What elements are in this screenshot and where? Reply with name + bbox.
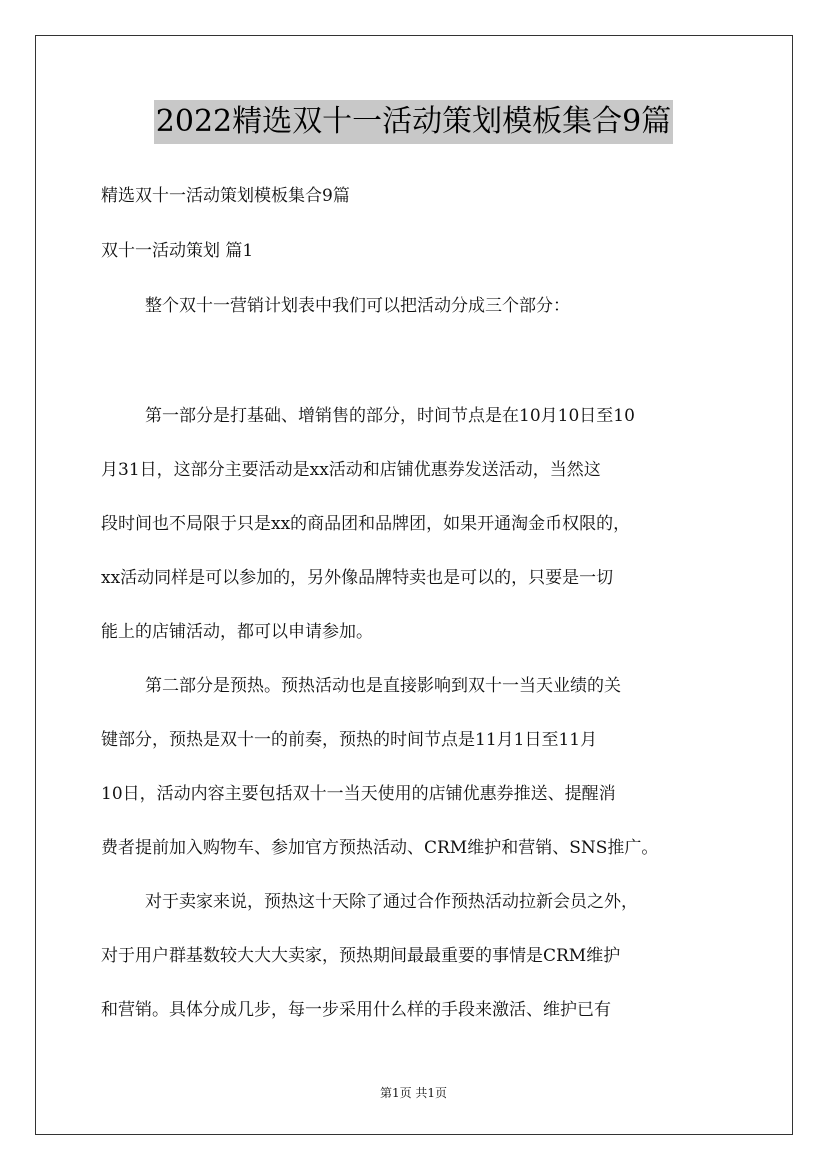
paragraph-line: 段时间也不局限于只是xx的商品团和品牌团，如果开通淘金币权限的， xyxy=(101,514,631,534)
paragraph-line: xx活动同样是可以参加的，另外像品牌特卖也是可以的，只要是一切 xyxy=(101,568,614,588)
paragraph-line: 整个双十一营销计划表中我们可以把活动分成三个部分： xyxy=(145,296,570,316)
paragraph-line: 和营销。具体分成几步，每一步采用什么样的手段来激活、维护已有 xyxy=(101,1000,611,1020)
paragraph-line: 能上的店铺活动，都可以申请参加。 xyxy=(101,622,373,642)
paragraph-line: 第一部分是打基础、增销售的部分，时间节点是在10月10日至10 xyxy=(145,406,635,426)
paragraph-line: 对于卖家来说，预热这十天除了通过合作预热活动拉新会员之外， xyxy=(145,892,638,912)
paragraph-line: 月31日，这部分主要活动是xx活动和店铺优惠券发送活动，当然这 xyxy=(101,460,601,480)
section-heading: 双十一活动策划 篇1 xyxy=(101,241,254,261)
paragraph-line: 对于用户群基数较大大大卖家，预热期间最最重要的事情是CRM维护 xyxy=(101,946,621,966)
paragraph-line: 第二部分是预热。预热活动也是直接影响到双十一当天业绩的关 xyxy=(145,676,621,696)
paragraph-line: 键部分，预热是双十一的前奏，预热的时间节点是11月1日至11月 xyxy=(101,730,598,750)
paragraph-line: 10日，活动内容主要包括双十一当天使用的店铺优惠券推送、提醒消 xyxy=(101,784,616,804)
document-subtitle: 精选双十一活动策划模板集合9篇 xyxy=(101,186,350,206)
paragraph-line: 费者提前加入购物车、参加官方预热活动、CRM维护和营销、SNS推广。 xyxy=(101,838,659,858)
page-footer: 第1页 共1页 xyxy=(379,1086,448,1100)
title-container xyxy=(0,100,827,144)
document-title: 2022精选双十一活动策划模板集合9篇 xyxy=(154,100,673,144)
